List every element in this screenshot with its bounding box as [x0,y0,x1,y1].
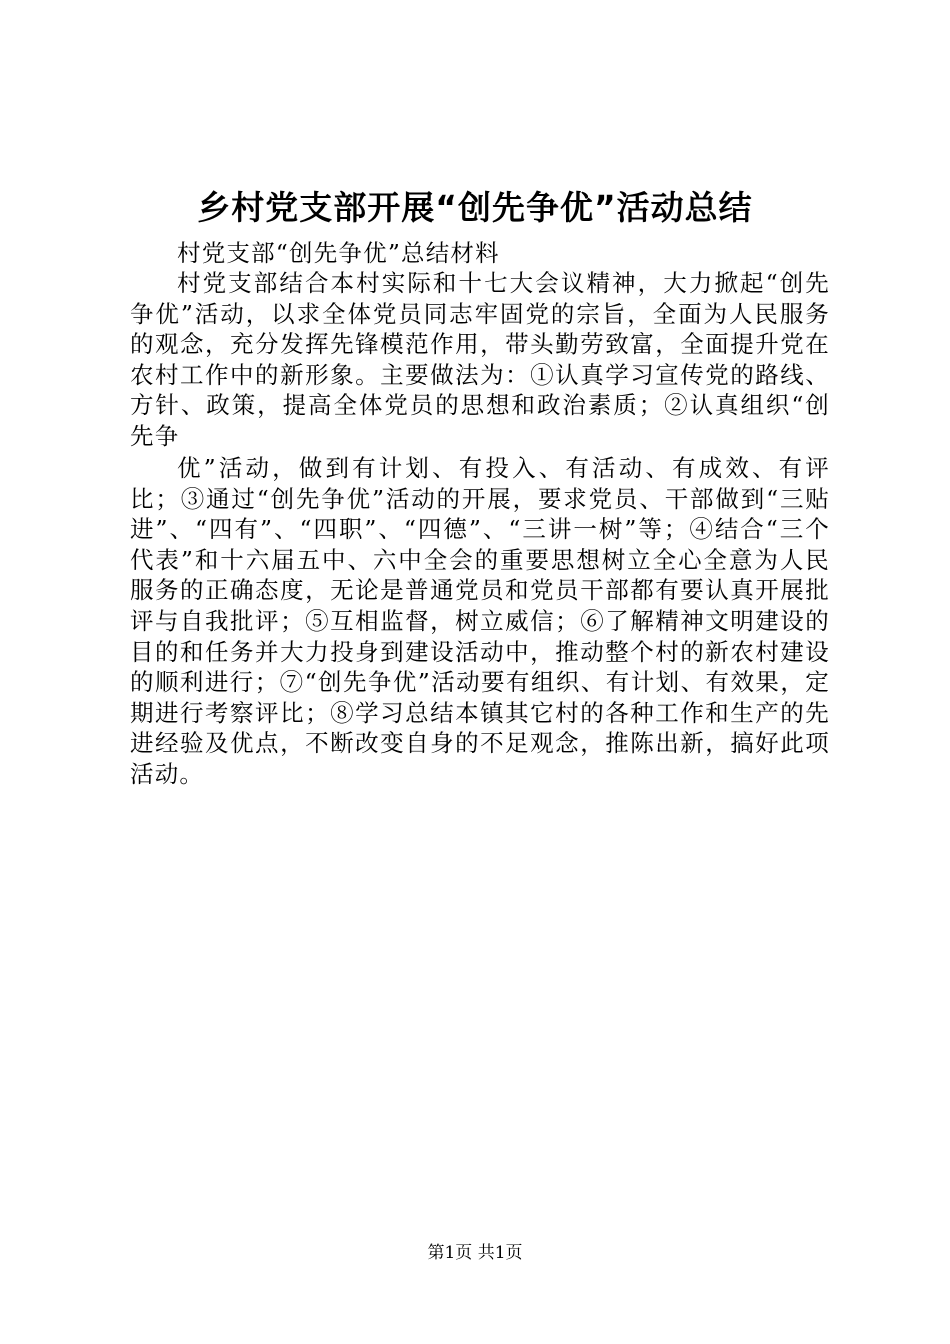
document-subtitle [130,238,830,269]
page-footer: 第1页 共1页 [427,1243,523,1263]
subtitle-text: 村党支部“创先争优”总结材料 [177,239,500,267]
paragraph-2 [130,453,830,790]
paragraph-1-text: 村党支部结合本村实际和十七大会议精神，大力掀起“创先争优”活动，以求全体党员同志牢固党的宗旨，全面为人民服务的观念，充分发挥先锋模范作用，带头勤劳致富，全面提升党在农村工作中的新形象。主要做法为：①认真学习宣传党的路线、方针、政策，提高全体党员的思想和政治素质；②认真组织“创先争 [130,269,830,450]
paragraph-2-text: 优”活动，做到有计划、有投入、有活动、有成效、有评比；③通过“创先争优”活动的开展，要求党员、干部做到“三贴进”、“四有”、“四职”、“四德”、“三讲一树”等；④结合“三个代表”和十六届五中、六中全会的重要思想树立全心全意为人民服务的正确态度，无论是普通党员和党员干部都有要认真开展批评与自我批评；⑤互相监督，树立威信；⑥了解精神文明建设的目的和任务并大力投身到建设活动中，推动整个村的新农村建设的顺利进行；⑦“创先争优”活动要有组织、有计划、有效果，定期进行考察评比；⑧学习总结本镇其它村的各种工作和生产的先进经验及优点，不断改变自身的不足观念，推陈出新，搞好此项活动。 [130,454,830,788]
paragraph-1 [130,268,830,452]
document-title: 乡村党支部开展“创先争优”活动总结 [197,188,753,227]
